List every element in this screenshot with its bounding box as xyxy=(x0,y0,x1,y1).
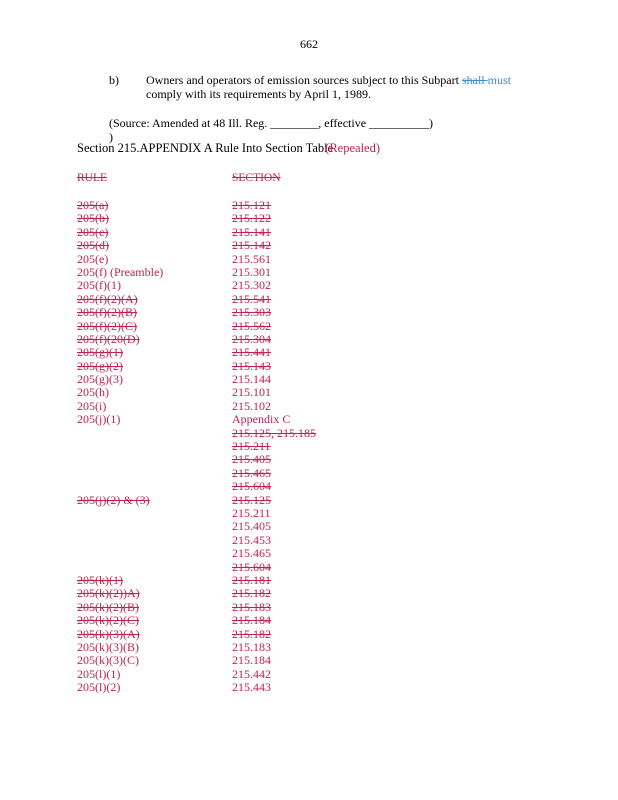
section-column-header: SECTION xyxy=(232,172,281,184)
section-cell: 215.143 xyxy=(232,358,271,373)
rule-cell xyxy=(77,547,227,560)
source-note-line1: (Source: Amended at 48 Ill. Reg. ________, effective __________) xyxy=(109,116,434,130)
paragraph-text xyxy=(146,73,546,101)
section-cell: 215.443 xyxy=(232,680,271,695)
section-cell: 215.211 xyxy=(232,439,271,454)
rule-cell: 205(f)(2)(A) xyxy=(77,291,138,306)
rule-cell: 205(f)(1) xyxy=(77,278,121,293)
section-cell: 215.405 xyxy=(232,452,271,467)
rule-cell: 205(f) (Preamble) xyxy=(77,264,164,279)
rule-cell: 205(f)(2)(B) xyxy=(77,305,137,320)
repealed-label: (Repealed) xyxy=(325,141,380,155)
rule-cell: 205(g)(3) xyxy=(77,372,123,387)
rule-cell: 205(k)(1) xyxy=(77,572,123,587)
rule-cell: 205(a) xyxy=(77,198,109,212)
section-cell: 215.465 xyxy=(232,546,271,561)
rule-cell: 205(f)(2)(C) xyxy=(77,318,137,333)
source-note-line2: ) xyxy=(109,130,113,144)
rule-cell: 205(k)(2)(B) xyxy=(77,599,139,614)
rule-cell: 205(b) xyxy=(77,211,109,226)
section-cell: 215.442 xyxy=(232,666,271,681)
section-cell: 215.441 xyxy=(232,345,271,360)
rule-cell xyxy=(77,440,227,453)
section-heading-text: Section 215.APPENDIX A Rule Into Section Table xyxy=(77,141,334,155)
rule-cell: 205(k)(3)(B) xyxy=(77,639,139,654)
rule-cell: 205(l)(2) xyxy=(77,680,121,695)
rule-cell xyxy=(77,561,227,574)
section-cell: 215.604 xyxy=(232,559,271,574)
rule-cell: 205(e) xyxy=(77,251,109,266)
section-cell: 215.541 xyxy=(232,291,271,306)
rule-cell: 205(k)(2))A) xyxy=(77,586,140,601)
rule-cell: 205(k)(3)(A) xyxy=(77,626,140,641)
rule-cell: 205(j)(2) & (3) xyxy=(77,492,150,507)
section-cell: 215.144 xyxy=(232,372,271,387)
rule-cell: 205(j)(1) xyxy=(77,412,121,427)
section-cell: 215.121 xyxy=(232,198,271,212)
section-cell: 215.604 xyxy=(232,479,271,494)
section-cell: 215.125, 215.185 xyxy=(232,425,316,440)
section-cell: 215.301 xyxy=(232,264,271,279)
section-cell: 215.182 xyxy=(232,586,271,601)
rule-cell: 205(f)(20(D) xyxy=(77,331,140,346)
section-cell: 215.184 xyxy=(232,653,271,668)
section-cell: 215.181 xyxy=(232,572,271,587)
section-cell: 215.405 xyxy=(232,519,271,534)
rule-cell: 205(c) xyxy=(77,224,109,239)
rule-cell xyxy=(77,520,227,533)
rule-cell: 205(k)(2)(C) xyxy=(77,613,139,628)
section-cell: 215.125 xyxy=(232,492,271,507)
deleted-word: shall xyxy=(461,73,488,87)
source-note xyxy=(109,116,509,144)
section-cell: 215.304 xyxy=(232,331,271,346)
rule-cell: 205(i) xyxy=(77,398,107,413)
rule-column-header: RULE xyxy=(77,172,108,184)
section-cell: 215.453 xyxy=(232,532,271,547)
rule-cell: 205(g)(2) xyxy=(77,358,123,373)
section-column xyxy=(232,199,432,694)
rule-cell xyxy=(77,467,227,480)
rule-cell xyxy=(77,453,227,466)
inserted-word: must xyxy=(487,73,511,87)
page-number: 662 xyxy=(300,37,318,51)
section-cell: 215.303 xyxy=(232,305,271,320)
paragraph-label: b) xyxy=(109,73,119,87)
section-cell: Appendix C xyxy=(232,412,291,427)
section-cell: 215.183 xyxy=(232,639,271,654)
section-heading xyxy=(77,141,388,156)
section-cell: 215.141 xyxy=(232,224,271,239)
rule-cell xyxy=(77,534,227,547)
section-cell: 215.562 xyxy=(232,318,271,333)
paragraph-text-before: Owners and operators of emission sources subject to this Subpart xyxy=(146,73,462,87)
rule-cell xyxy=(77,507,227,520)
rule-column xyxy=(77,199,227,694)
section-cell: 215.184 xyxy=(232,613,271,628)
section-cell: 215.102 xyxy=(232,398,271,413)
rule-cell: 205(k)(3)(C) xyxy=(77,653,139,668)
rule-cell xyxy=(77,427,227,440)
section-cell: 215.561 xyxy=(232,251,271,266)
rule-cell: 205(h) xyxy=(77,385,109,400)
rule-cell: 205(d) xyxy=(77,238,109,253)
rule-cell: 205(g)(1) xyxy=(77,345,123,360)
section-cell: 215.101 xyxy=(232,385,271,400)
section-cell: 215.302 xyxy=(232,278,271,293)
section-cell: 215.211 xyxy=(232,505,271,520)
section-cell: 215.142 xyxy=(232,238,271,253)
rule-cell: 205(l)(1) xyxy=(77,666,121,681)
section-cell: 215.183 xyxy=(232,599,271,614)
section-cell: 215.122 xyxy=(232,211,271,226)
rule-cell xyxy=(77,480,227,493)
section-cell: 215.182 xyxy=(232,626,271,641)
paragraph-text-after: comply with its requirements by April 1, 1989. xyxy=(146,87,371,101)
section-cell: 215.465 xyxy=(232,465,271,480)
